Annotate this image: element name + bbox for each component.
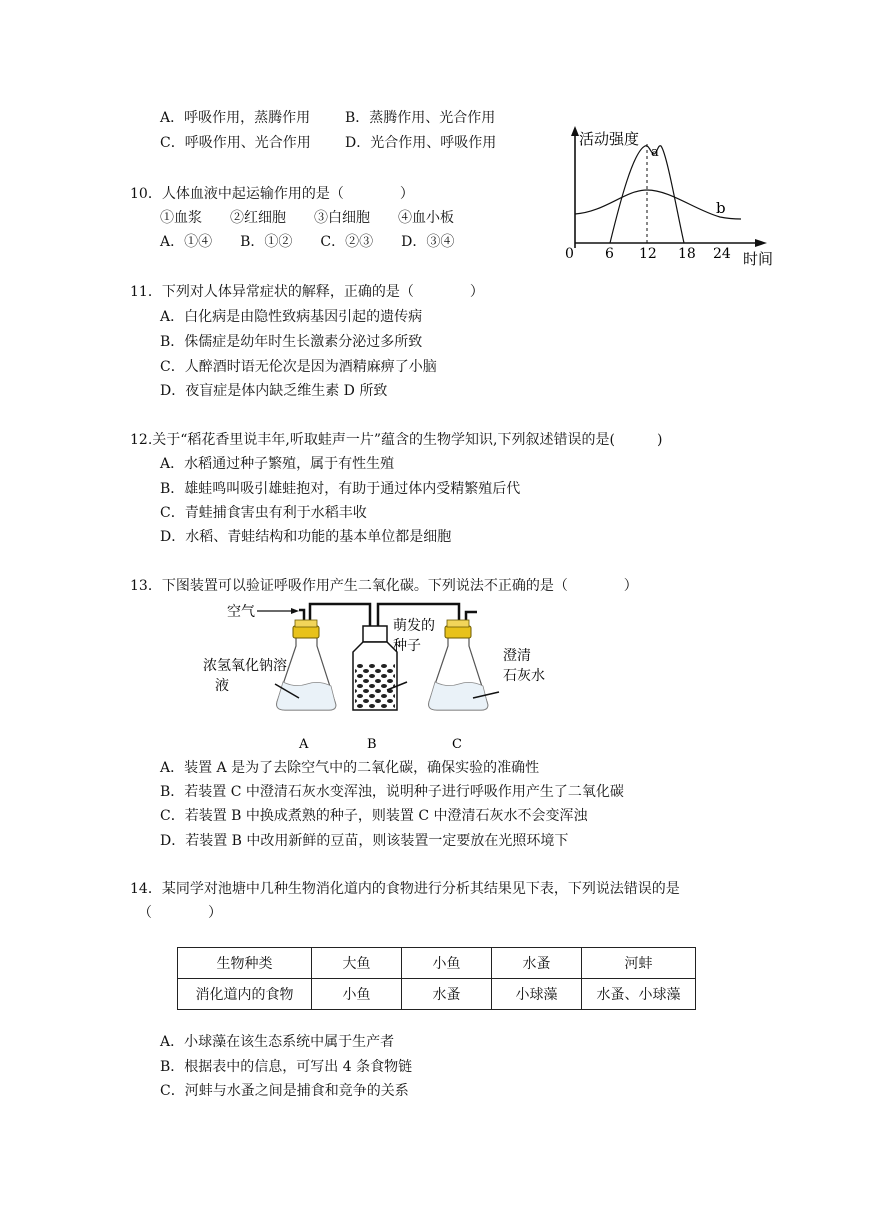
food-table [177, 947, 696, 1010]
air-label: 空气 [227, 604, 255, 620]
q12-option-d: D．水稻、青蛙结构和功能的基本单位都是细胞 [160, 529, 452, 545]
tick-18: 18 [678, 246, 696, 262]
table-cell: 水蚤 [402, 979, 492, 1010]
lime-label-2: 石灰水 [503, 668, 545, 684]
table-row [178, 948, 696, 979]
q13-option-d: D．若装置 B 中改用新鲜的豆苗，则该装置一定要放在光照环境下 [160, 833, 569, 849]
q13-stem: 13．下图装置可以验证呼吸作用产生二氧化碳。下列说法不正确的是（ ） [130, 578, 638, 594]
tick-6: 6 [605, 246, 614, 262]
table-cell: 消化道内的食物 [178, 979, 312, 1010]
q9-options-row2 [160, 133, 496, 153]
seeds-label-2: 种子 [393, 638, 421, 654]
y-axis-arrow [571, 126, 579, 136]
tick-12: 12 [639, 246, 657, 262]
q10-items: ①血浆 ②红细胞 ③白细胞 ④血小板 [160, 210, 454, 226]
q10-options: A．①④ B．①② C．②③ D．③④ [160, 234, 455, 250]
q9-option-b: B．蒸腾作用、光合作用 [345, 110, 496, 126]
q13-option-a: A．装置 A 是为了去除空气中的二氧化碳，确保实验的准确性 [160, 760, 540, 776]
tick-24: 24 [713, 246, 731, 262]
y-axis-label: 活动强度 [579, 130, 640, 148]
respiration-apparatus [195, 598, 555, 758]
label-c: C [452, 737, 462, 752]
q11-option-b: B．侏儒症是幼年时生长激素分泌过多所致 [160, 334, 423, 350]
tube-a-to-b [310, 604, 370, 646]
q9-options-row1 [160, 108, 495, 128]
naoh-label-2: 液 [215, 678, 229, 694]
flask-c-stopper-cap [447, 620, 469, 627]
q11-option-c: C．人醉酒时语无伦次是因为酒精麻痹了小脑 [160, 359, 437, 375]
table-cell: 水蚤 [492, 948, 582, 979]
table-cell: 水蚤、小球藻 [582, 979, 696, 1010]
table-cell: 生物种类 [178, 948, 312, 979]
q11-option-d: D．夜盲症是体内缺乏维生素 D 所致 [160, 383, 388, 399]
table-cell: 小球藻 [492, 979, 582, 1010]
curve-a-label: a [651, 145, 659, 160]
q11-option-a: A．白化病是由隐性致病基因引起的遗传病 [160, 309, 423, 325]
q14-option-c: C．河蚌与水蚤之间是捕食和竞争的关系 [160, 1083, 409, 1099]
bottle-b-seeds [355, 664, 395, 708]
q12-stem: 12.关于“稻花香里说丰年,听取蛙声一片”蕴含的生物学知识,下列叙述错误的是( ) [130, 432, 663, 448]
flask-a-stopper [293, 626, 319, 638]
lime-label-1: 澄清 [503, 648, 531, 664]
table-row [178, 979, 696, 1010]
flask-a-stopper-cap [295, 620, 317, 627]
q14-option-a: A．小球藻在该生态系统中属于生产者 [160, 1034, 395, 1050]
x-axis-arrow [755, 239, 767, 247]
label-b: B [367, 737, 377, 752]
q11-stem: 11．下列对人体异常症状的解释，正确的是（ ） [130, 284, 484, 300]
q13-option-c: C．若装置 B 中换成煮熟的种子，则装置 C 中澄清石灰水不会变浑浊 [160, 808, 588, 824]
q10-stem: 10．人体血液中起运输作用的是（ ） [130, 186, 414, 202]
q9-option-d: D．光合作用、呼吸作用 [345, 135, 497, 151]
q12-option-a: A．水稻通过种子繁殖，属于有性生殖 [160, 456, 395, 472]
table-cell: 河蚌 [582, 948, 696, 979]
air-arrow-head [291, 608, 299, 614]
curve-b-label: b [716, 199, 726, 217]
q9-option-c: C．呼吸作用、光合作用 [160, 135, 311, 151]
q9-option-a: A．呼吸作用，蒸腾作用 [160, 110, 311, 126]
q13-option-b: B．若装置 C 中澄清石灰水变浑浊，说明种子进行呼吸作用产生了二氧化碳 [160, 784, 624, 800]
table-cell: 小鱼 [402, 948, 492, 979]
q14-option-b: B．根据表中的信息，可写出 4 条食物链 [160, 1059, 413, 1075]
table-cell: 大鱼 [312, 948, 402, 979]
q14-stem: 14．某同学对池塘中几种生物消化道内的食物进行分析其结果见下表，下列说法错误的是 [130, 881, 680, 897]
activity-graph [555, 122, 785, 272]
x-axis-label: 时间 [743, 250, 774, 268]
q12-option-b: B．雄蛙鸣叫吸引雄蛙抱对，有助于通过体内受精繁殖后代 [160, 481, 521, 497]
flask-a-liquid [277, 682, 336, 710]
q14-stem-paren: （ ） [138, 905, 222, 921]
q12-option-c: C．青蛙捕食害虫有利于水稻丰收 [160, 505, 367, 521]
label-a: A [299, 737, 309, 752]
seeds-label-1: 萌发的 [393, 618, 435, 634]
table-cell: 小鱼 [312, 979, 402, 1010]
bottle-b-neck [363, 626, 387, 642]
naoh-label-1: 浓氢氧化钠溶 [203, 658, 287, 674]
origin-label: 0 [565, 246, 574, 262]
flask-c-stopper [445, 626, 471, 638]
